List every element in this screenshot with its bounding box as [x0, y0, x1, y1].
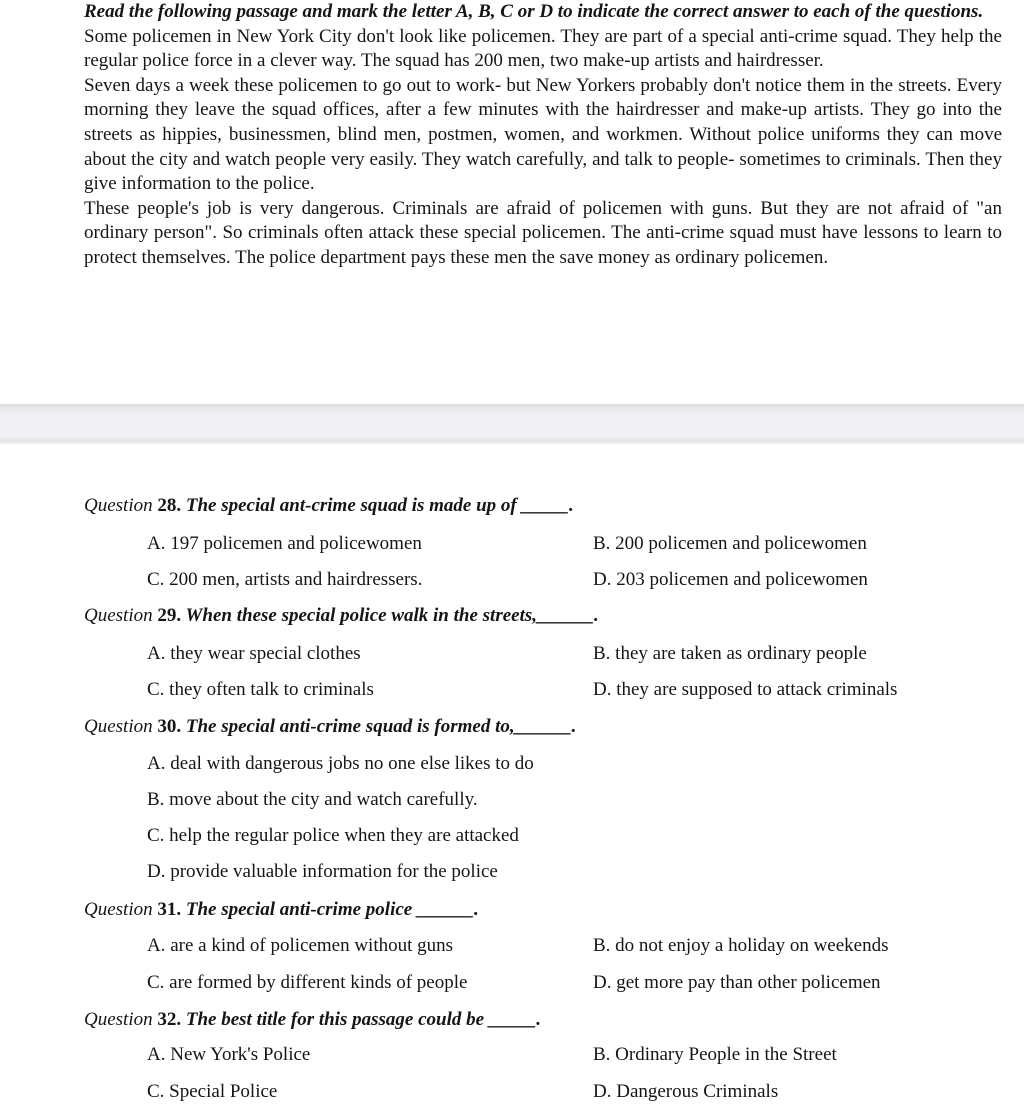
question-32: [84, 1008, 541, 1032]
page-divider: [0, 404, 1024, 444]
passage-paragraph-3: These people's job is very dangerous. Criminals are afraid of policemen with guns. But they are not afraid of "an ordinary person". So criminals often attack these special policemen. The anti-crime squad must have lessons to learn to protect themselves. The police department pays these men the save money as ordinary policemen.: [84, 197, 1002, 268]
q31-option-c[interactable]: C. are formed by different kinds of people: [147, 972, 468, 993]
question-label: Question: [84, 605, 158, 626]
question-number: 30.: [157, 716, 182, 737]
q28-option-a[interactable]: A. 197 policemen and policewomen: [147, 533, 422, 554]
q29-option-a[interactable]: A. they wear special clothes: [147, 643, 361, 664]
q32-option-d[interactable]: D. Dangerous Criminals: [593, 1081, 779, 1102]
reading-passage: [84, 0, 1002, 271]
q30-option-d[interactable]: D. provide valuable information for the police: [147, 861, 498, 882]
question-number: 28.: [157, 495, 182, 516]
q31-option-b[interactable]: B. do not enjoy a holiday on weekends: [593, 935, 889, 956]
question-29: [84, 604, 599, 628]
q28-option-b[interactable]: B. 200 policemen and policewomen: [593, 533, 867, 554]
q29-option-d[interactable]: D. they are supposed to attack criminals: [593, 679, 898, 700]
question-label: Question: [84, 716, 158, 737]
question-30: [84, 715, 576, 739]
question-number: 32.: [157, 1009, 182, 1030]
q31-option-a[interactable]: A. are a kind of policemen without guns: [147, 935, 454, 956]
q30-option-a[interactable]: A. deal with dangerous jobs no one else likes to do: [147, 753, 534, 774]
question-stem: The special anti-crime squad is formed to,______.: [181, 716, 577, 737]
q32-option-a[interactable]: A. New York's Police: [147, 1044, 311, 1065]
question-stem: When these special police walk in the streets,______.: [181, 605, 599, 626]
q30-option-b[interactable]: B. move about the city and watch carefully.: [147, 789, 478, 810]
q32-option-c[interactable]: C. Special Police: [147, 1081, 278, 1102]
q28-option-d[interactable]: D. 203 policemen and policewomen: [593, 569, 868, 590]
passage-paragraph-1: Some policemen in New York City don't look like policemen. They are part of a special anti-crime squad. They help the regular police force in a clever way. The squad has 200 men, two make-up artists and hairdresser.: [84, 25, 1002, 72]
q32-option-b[interactable]: B. Ordinary People in the Street: [593, 1044, 837, 1065]
q28-option-c[interactable]: C. 200 men, artists and hairdressers.: [147, 569, 423, 590]
question-28: [84, 494, 574, 518]
q30-option-c[interactable]: C. help the regular police when they are attacked: [147, 825, 519, 846]
question-number: 31.: [157, 899, 182, 920]
q31-option-d[interactable]: D. get more pay than other policemen: [593, 972, 881, 993]
q29-option-c[interactable]: C. they often talk to criminals: [147, 679, 374, 700]
instruction-text: Read the following passage and mark the letter A, B, C or D to indicate the correct answer to each of the questions.: [84, 1, 984, 22]
question-label: Question: [84, 1009, 158, 1030]
passage-paragraph-2: Seven days a week these policemen to go out to work- but New Yorkers probably don't notice them in the streets. Every morning they leave the squad offices, after a few minutes with the hairdresser and make-up artists. They go into the streets as hippies, businessmen, blind men, postmen, women, and workmen. Without police uniforms they can move about the city and watch people very easily. They watch carefully, and talk to people- sometimes to criminals. Then they give information to the police.: [84, 74, 1002, 195]
question-stem: The best title for this passage could be _____.: [181, 1009, 542, 1030]
question-label: Question: [84, 495, 158, 516]
question-31: [84, 898, 479, 922]
q29-option-b[interactable]: B. they are taken as ordinary people: [593, 643, 867, 664]
question-stem: The special ant-crime squad is made up of _____.: [181, 495, 574, 516]
question-label: Question: [84, 899, 158, 920]
question-number: 29.: [157, 605, 182, 626]
question-stem: The special anti-crime police ______.: [181, 899, 479, 920]
